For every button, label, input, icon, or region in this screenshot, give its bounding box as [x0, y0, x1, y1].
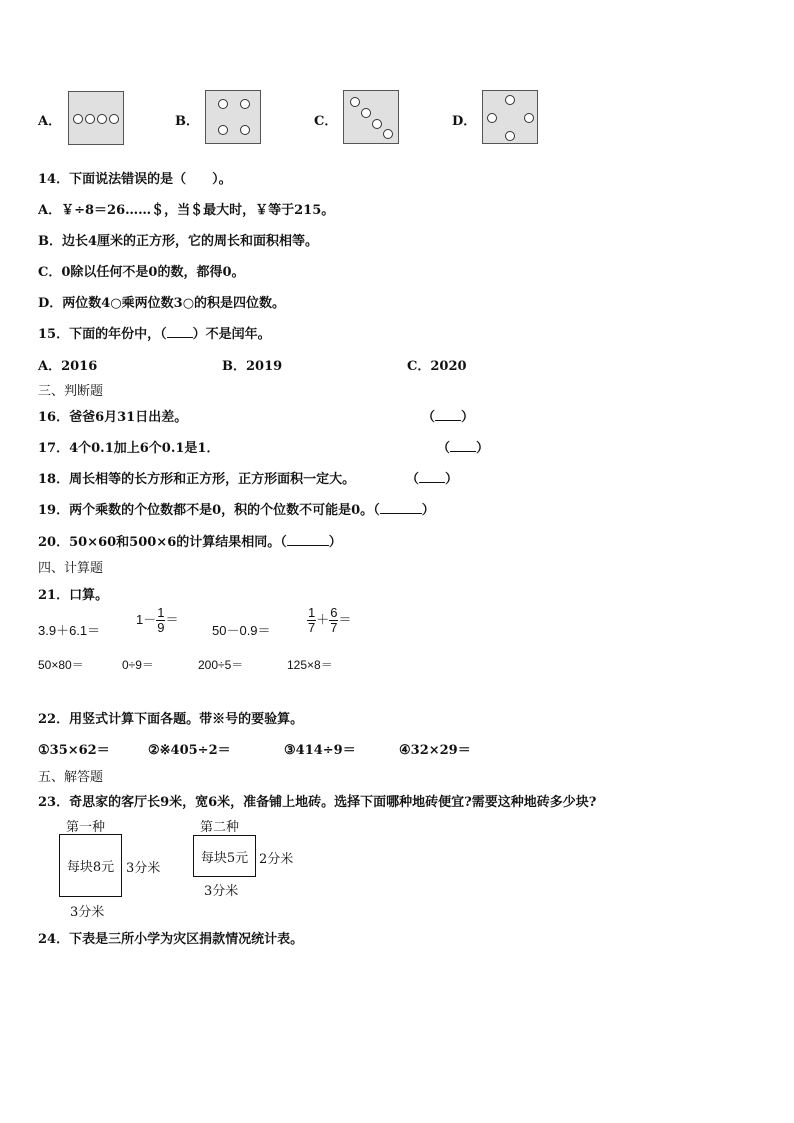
fraction-numerator: 1 [308, 605, 316, 620]
q22-item-4: ④32×29＝ [399, 743, 471, 758]
judge-item-19 [38, 499, 435, 518]
q15-stem [38, 323, 271, 342]
judge-item-17 [38, 437, 219, 456]
calc-50-minus-0-9: 50－0.9＝ [212, 623, 271, 638]
fraction-denominator: 7 [330, 620, 338, 635]
tile2-price: 每块5元 [200, 850, 249, 866]
dice-dot [240, 125, 250, 135]
dice-dot [383, 129, 393, 139]
tile1-bottom: 3分米 [70, 905, 105, 920]
answer-blank[interactable] [435, 408, 461, 421]
judge-item-18 [38, 468, 355, 487]
calc-text: 1－ [136, 611, 157, 627]
tile2-box [193, 835, 256, 877]
paren-close: ） [461, 410, 475, 425]
calc-1-minus-frac [136, 606, 178, 635]
fraction-denominator: 7 [308, 620, 316, 635]
tile1-title: 第一种 [66, 820, 106, 835]
paren-close: ） [476, 441, 490, 456]
calc-3-9-plus-6-1: 3.9＋6.1＝ [38, 623, 101, 638]
paren-open: （ [373, 503, 380, 518]
q24-stem: 24．下表是三所小学为灾区捐款情况统计表。 [38, 932, 304, 947]
calc-frac-plus-frac [307, 606, 352, 635]
calc-text: ＝ [338, 611, 352, 627]
dice-dot [218, 125, 228, 135]
dice-dot [109, 114, 119, 124]
dice-dot [487, 113, 497, 123]
q15-option-a: A．2016 [38, 359, 98, 374]
fraction-numerator: 1 [157, 605, 165, 620]
fraction [307, 606, 316, 635]
calc-0-div-9: 0÷9＝ [122, 658, 154, 672]
q23-stem: 23．奇思家的客厅长9米，宽6米，准备铺上地砖。选择下面哪种地砖便宜?需要这种地砖多少块? [38, 795, 597, 810]
q13-option-d-label: D． [452, 114, 477, 129]
paren-close: ） [421, 503, 435, 518]
q21-stem: 21．口算。 [38, 588, 109, 603]
judge-item-20 [38, 531, 342, 550]
calc-125-times-8: 125×8＝ [287, 658, 333, 672]
judge-text: 18．周长相等的长方形和正方形，正方形面积一定大。 [38, 472, 356, 487]
judge-text: 16．爸爸6月31日出差。 [38, 410, 188, 425]
dice-dot [524, 113, 534, 123]
q22-item-3: ③414÷9＝ [284, 743, 356, 758]
dice-dot [240, 99, 250, 109]
judge-text: 20．50×60和500×6的计算结果相同。 [38, 535, 281, 550]
answer-blank[interactable] [287, 533, 329, 546]
calc-text: ＝ [165, 611, 179, 627]
answer-blank[interactable] [419, 470, 445, 483]
calc-200-div-5: 200÷5＝ [198, 658, 244, 672]
paren-open: （ [437, 441, 451, 456]
fraction-denominator: 9 [157, 620, 165, 635]
judge-paren-17 [437, 437, 489, 456]
tile2-bottom: 3分米 [204, 884, 239, 899]
fraction-numerator: 6 [330, 605, 338, 620]
calc-50-times-80: 50×80＝ [38, 658, 84, 672]
dice-dot [85, 114, 95, 124]
dice-dot [505, 95, 515, 105]
paren-close: ） [328, 535, 342, 550]
judge-paren-18 [406, 468, 458, 487]
q13-option-c-dice [343, 90, 399, 144]
q14-option-c: C．0除以任何不是0的数，都得0。 [38, 265, 245, 280]
q13-option-b-dice [205, 90, 261, 144]
dice-dot [350, 97, 360, 107]
paren-open: （ [280, 535, 287, 550]
dice-dot [361, 108, 371, 118]
q13-option-a-dice [68, 91, 124, 145]
judge-paren-16 [422, 406, 474, 425]
q22-item-1: ①35×62＝ [38, 743, 110, 758]
paren-close: ） [445, 472, 459, 487]
paren-open: （ [422, 410, 436, 425]
section-title-solve: 五、解答题 [38, 770, 104, 785]
q14-stem: 14．下面说法错误的是（ ）。 [38, 172, 232, 187]
dice-dot [73, 114, 83, 124]
section-title-judge: 三、判断题 [38, 384, 104, 399]
q22-item-2: ②※405÷2＝ [148, 743, 231, 758]
answer-blank[interactable] [380, 501, 422, 514]
tile1-side: 3分米 [126, 861, 161, 876]
q14-option-a: A．￥÷8＝26……＄，当＄最大时，￥等于215。 [38, 203, 335, 218]
q22-stem: 22．用竖式计算下面各题。带※号的要验算。 [38, 712, 304, 727]
section-title-calc: 四、计算题 [38, 561, 104, 576]
tile2-title: 第二种 [200, 820, 240, 835]
q14-option-d: D．两位数4○乘两位数3○的积是四位数。 [38, 296, 286, 311]
dice-dot [218, 99, 228, 109]
q13-option-c-label: C． [314, 114, 338, 129]
q15-stem-pre: 15．下面的年份中，（ [38, 327, 167, 342]
dice-dot [505, 131, 515, 141]
tile1-box [59, 834, 122, 897]
q15-option-b: B．2019 [222, 359, 283, 374]
q14-option-b: B．边长4厘米的正方形，它的周长和面积相等。 [38, 234, 319, 249]
judge-text: 19．两个乘数的个位数都不是0，积的个位数不可能是0。 [38, 503, 374, 518]
q15-option-c: C．2020 [407, 359, 467, 374]
tile2-side: 2分米 [259, 852, 294, 867]
q13-option-a-label: A． [38, 114, 62, 129]
dice-dot [372, 119, 382, 129]
calc-text: ＋ [316, 611, 330, 627]
answer-blank[interactable] [450, 439, 476, 452]
q13-option-d-dice [482, 90, 538, 144]
dice-dot [97, 114, 107, 124]
q15-stem-post: ）不是闰年。 [192, 327, 271, 342]
paren-open: （ [406, 472, 420, 487]
answer-blank[interactable] [167, 325, 193, 338]
judge-text: 17．4个0.1加上6个0.1是1． [38, 441, 220, 456]
tile1-price: 每块8元 [66, 860, 115, 875]
judge-item-16 [38, 406, 187, 425]
q13-option-b-label: B． [175, 114, 199, 129]
